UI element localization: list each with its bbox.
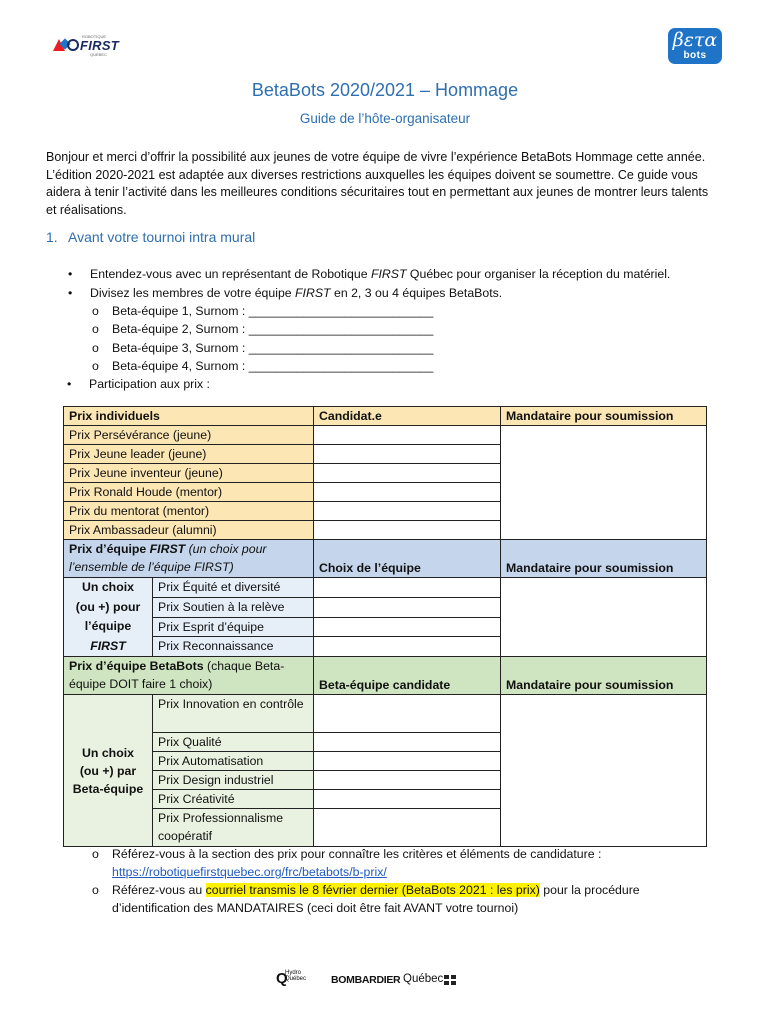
team-prize: Prix Reconnaissance bbox=[153, 637, 314, 657]
table-row bbox=[64, 540, 707, 578]
individual-prizes-header: Prix individuels bbox=[64, 407, 314, 426]
first-logo-top-text: ROBOTIQUE bbox=[82, 34, 107, 39]
quebec-logo: Québec bbox=[403, 973, 444, 985]
beta-prize: Prix Qualité bbox=[153, 733, 314, 752]
team-nickname-field: Beta-équipe 3, Surnom : ___________________________ bbox=[112, 341, 434, 355]
first-logo-bottom-text: QUÉBEC bbox=[90, 52, 107, 57]
beta-prize: Prix Innovation en contrôle bbox=[153, 695, 314, 733]
betabots-logo-greek: βετα bbox=[672, 29, 718, 51]
candidate-col-header: Candidat.e bbox=[314, 407, 501, 426]
section-heading-1 bbox=[46, 229, 255, 245]
candidate-cell[interactable] bbox=[314, 521, 501, 540]
beta-choice-label bbox=[64, 695, 153, 847]
sub-bullet-glyph: o bbox=[92, 322, 99, 336]
sub-bullet-team-1 bbox=[92, 302, 434, 320]
beta-candidate-cell[interactable] bbox=[314, 809, 501, 847]
individual-prize: Prix Ambassadeur (alumni) bbox=[64, 521, 314, 540]
header-text: Prix d’équipe bbox=[69, 542, 150, 556]
beta-candidate-cell[interactable] bbox=[314, 790, 501, 809]
team-nickname-field: Beta-équipe 1, Surnom : ___________________________ bbox=[112, 304, 434, 318]
candidate-cell[interactable] bbox=[314, 483, 501, 502]
individual-prize: Prix Jeune inventeur (jeune) bbox=[64, 464, 314, 483]
mandatary-cell[interactable] bbox=[501, 578, 707, 657]
mandatary-cell[interactable] bbox=[501, 695, 707, 847]
beta-candidate-cell[interactable] bbox=[314, 733, 501, 752]
individual-prize: Prix Jeune leader (jeune) bbox=[64, 445, 314, 464]
candidate-cell[interactable] bbox=[314, 502, 501, 521]
mandatary-cell[interactable] bbox=[501, 426, 707, 540]
bullet-emphasis: FIRST bbox=[370, 267, 407, 281]
betabots-logo-word: bots bbox=[683, 50, 707, 61]
mandatary-col-header: Mandataire pour soumission bbox=[501, 657, 707, 695]
candidate-cell[interactable] bbox=[314, 426, 501, 445]
sub-bullet-glyph: o bbox=[92, 304, 99, 318]
table-row bbox=[64, 578, 707, 598]
beta-candidate-cell[interactable] bbox=[314, 771, 501, 790]
team-prize: Prix Équité et diversité bbox=[153, 578, 314, 598]
betabots-logo bbox=[668, 28, 722, 64]
page-title: BetaBots 2020/2021 – Hommage bbox=[251, 80, 519, 100]
sub-bullet-glyph: o bbox=[92, 847, 99, 861]
beta-prize: Prix Automatisation bbox=[153, 752, 314, 771]
header-emphasis: FIRST bbox=[149, 542, 186, 556]
bullet-text: Québec pour organiser la réception du matériel. bbox=[406, 267, 671, 281]
sub-bullet-team-3 bbox=[92, 339, 434, 357]
note-email-line2 bbox=[112, 899, 518, 917]
beta-candidate-col-header: Beta-équipe candidate bbox=[314, 657, 501, 695]
label-line: l’équipe bbox=[84, 619, 132, 633]
team-prize: Prix Soutien à la relève bbox=[153, 597, 314, 617]
candidate-cell[interactable] bbox=[314, 445, 501, 464]
bombardier-logo: BOMBARDIER bbox=[331, 974, 401, 986]
bullet-text: en 2, 3 ou 4 équipes BetaBots. bbox=[330, 286, 503, 300]
team-choice-cell[interactable] bbox=[314, 617, 501, 637]
label-line: Beta-équipe bbox=[72, 781, 144, 796]
prizes-link[interactable]: https://robotiquefirstquebec.org/frc/betabots/b-prix/ bbox=[112, 865, 387, 879]
individual-prize: Prix Ronald Houde (mentor) bbox=[64, 483, 314, 502]
header-text: (un choix pour l’ensemble de l’équipe FIRST) bbox=[69, 542, 267, 574]
sub-bullet-team-2 bbox=[92, 320, 434, 338]
note-criteria bbox=[92, 845, 602, 863]
note-text: Référez-vous à la section des prix pour connaître les critères et éléments de candidature : bbox=[112, 847, 602, 861]
bullet-glyph: • bbox=[67, 377, 72, 391]
first-logo-mark-icon bbox=[52, 37, 80, 53]
bullet-glyph: • bbox=[68, 286, 73, 300]
bullet-text: Divisez les membres de votre équipe bbox=[90, 286, 296, 300]
label-line: Un choix bbox=[82, 745, 134, 760]
sponsors-footer bbox=[276, 970, 496, 992]
label-line: FIRST bbox=[90, 638, 126, 653]
bullet-divide-teams bbox=[68, 284, 503, 302]
sub-bullet-glyph: o bbox=[92, 883, 99, 897]
header-text: (chaque Beta-équipe DOIT faire 1 choix) bbox=[69, 659, 285, 691]
page-subtitle: Guide de l’hôte-organisateur bbox=[299, 111, 471, 126]
team-choice-cell[interactable] bbox=[314, 597, 501, 617]
beta-candidate-cell[interactable] bbox=[314, 695, 501, 733]
team-choice-label bbox=[64, 578, 153, 657]
table-row bbox=[64, 407, 707, 426]
first-logo-word: FIRST bbox=[80, 38, 120, 53]
hydro-quebec-text: Hydro Québec bbox=[285, 970, 307, 982]
sub-bullet-glyph: o bbox=[92, 341, 99, 355]
bullet-text: Participation aux prix : bbox=[89, 377, 210, 391]
hydro-quebec-logo bbox=[276, 970, 307, 987]
beta-prize: Prix Design industriel bbox=[153, 771, 314, 790]
bullet-emphasis: FIRST bbox=[295, 286, 331, 300]
team-first-prizes-header bbox=[64, 540, 314, 578]
team-prize: Prix Esprit d’équipe bbox=[153, 617, 314, 637]
note-text: Référez-vous au bbox=[112, 883, 206, 897]
label-line: (ou +) pour bbox=[75, 599, 141, 614]
team-choice-cell[interactable] bbox=[314, 637, 501, 657]
team-choice-col-header: Choix de l’équipe bbox=[314, 540, 501, 578]
table-row bbox=[64, 695, 707, 733]
label-line: Un choix bbox=[82, 580, 134, 594]
hydro-quebec-mark: Q bbox=[276, 970, 288, 987]
bullet-text: Entendez-vous avec un représentant de Robotique bbox=[90, 267, 371, 281]
section-title: Avant votre tournoi intra mural bbox=[68, 229, 256, 245]
prizes-table bbox=[63, 406, 707, 847]
bullet-reception bbox=[68, 265, 671, 283]
team-nickname-field: Beta-équipe 2, Surnom : ___________________________ bbox=[112, 322, 434, 336]
individual-prize: Prix du mentorat (mentor) bbox=[64, 502, 314, 521]
bullet-participation bbox=[67, 375, 210, 393]
mandatary-col-header: Mandataire pour soumission bbox=[501, 407, 707, 426]
mandatary-col-header: Mandataire pour soumission bbox=[501, 540, 707, 578]
section-number: 1. bbox=[46, 229, 58, 245]
beta-prize: Prix Créativité bbox=[153, 790, 314, 809]
betabots-prizes-header bbox=[64, 657, 314, 695]
team-choice-cell[interactable] bbox=[314, 578, 501, 598]
team-nickname-field: Beta-équipe 4, Surnom : ___________________________ bbox=[112, 359, 434, 373]
label-line: (ou +) par bbox=[79, 763, 137, 778]
note-text: d’identification des MANDATAIRES (ceci doit être fait AVANT votre tournoi) bbox=[112, 901, 519, 915]
first-logo bbox=[52, 34, 122, 56]
header-text: Prix d’équipe BetaBots bbox=[69, 659, 204, 673]
note-text: pour la procédure bbox=[539, 883, 640, 897]
bullet-glyph: • bbox=[68, 267, 73, 281]
sub-bullet-glyph: o bbox=[92, 359, 99, 373]
highlighted-text: courriel transmis le 8 février dernier (BetaBots 2021 : les prix) bbox=[205, 883, 540, 897]
beta-candidate-cell[interactable] bbox=[314, 752, 501, 771]
table-row bbox=[64, 426, 707, 445]
beta-prize: Prix Professionnalisme coopératif bbox=[153, 809, 314, 847]
intro-paragraph: Bonjour et merci d’offrir la possibilité aux jeunes de votre équipe de vivre l’expérience BetaBots Hommage cette année. L’édition 2020-2021 est adaptée aux diverses restrictions auxquelles les équipes doivent se soumettre. Ce guide vous aidera à tenir l’activité dans les meilleures conditions sécuritaires tout en permettant aux jeunes de montrer leurs talents et réalisations. bbox=[46, 150, 709, 217]
candidate-cell[interactable] bbox=[314, 464, 501, 483]
sub-bullet-team-4 bbox=[92, 357, 434, 375]
note-criteria-link-line bbox=[112, 863, 387, 881]
note-email bbox=[92, 881, 640, 899]
individual-prize: Prix Persévérance (jeune) bbox=[64, 426, 314, 445]
table-row bbox=[64, 657, 707, 695]
quebec-flag-icon bbox=[444, 975, 456, 985]
